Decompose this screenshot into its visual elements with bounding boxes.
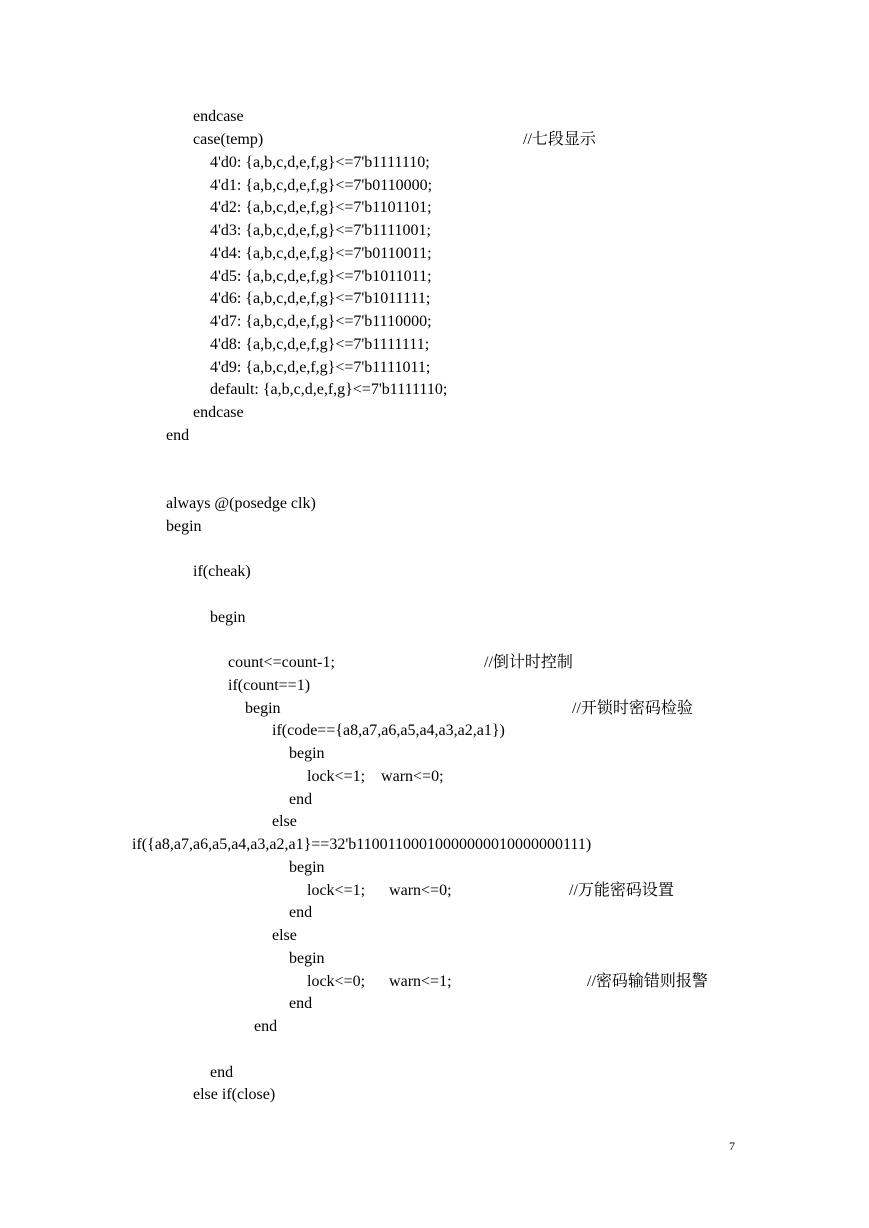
code-line: default: {a,b,c,d,e,f,g}<=7'b1111110; [210,381,448,398]
code-line: end [254,1018,278,1035]
code-line: end [289,904,313,921]
code-comment: //七段显示 [523,131,596,148]
code-line: begin [289,859,325,876]
code-line: else if(close) [193,1086,276,1103]
code-comment: //万能密码设置 [569,882,674,899]
code-line: if(code=={a8,a7,a6,a5,a4,a3,a2,a1}) [272,722,505,739]
code-line: count<=count-1; [228,654,335,671]
page-number: 7 [729,1139,735,1153]
code-line: 4'd2: {a,b,c,d,e,f,g}<=7'b1101101; [210,199,432,216]
code-line: begin [210,609,246,626]
code-line: 4'd8: {a,b,c,d,e,f,g}<=7'b1111111; [210,336,430,353]
code-line: 4'd7: {a,b,c,d,e,f,g}<=7'b1110000; [210,313,432,330]
code-line: end [289,791,313,808]
code-line: begin [166,518,202,535]
code-line: 4'd3: {a,b,c,d,e,f,g}<=7'b1111001; [210,222,431,239]
code-line: begin [245,700,281,717]
code-line: if(count==1) [228,677,311,694]
code-line: case(temp) [193,131,264,148]
code-line: else [272,927,297,944]
code-line: begin [289,745,325,762]
code-line: lock<=1; warn<=0; [307,768,444,785]
code-line: begin [289,950,325,967]
code-line: if({a8,a7,a6,a5,a4,a3,a2,a1}==32'b11001100010000000010000000111) [132,836,592,853]
code-line: end [210,1064,234,1081]
code-line: lock<=1; warn<=0; [307,882,452,899]
code-line: if(cheak) [193,563,251,580]
code-line: 4'd1: {a,b,c,d,e,f,g}<=7'b0110000; [210,177,433,194]
code-line: 4'd5: {a,b,c,d,e,f,g}<=7'b1011011; [210,268,432,285]
code-line: 4'd9: {a,b,c,d,e,f,g}<=7'b1111011; [210,359,431,376]
code-line: end [289,995,313,1012]
code-line: 4'd6: {a,b,c,d,e,f,g}<=7'b1011111; [210,290,431,307]
code-line: 4'd4: {a,b,c,d,e,f,g}<=7'b0110011; [210,245,432,262]
code-line: always @(posedge clk) [166,495,316,512]
code-line: 4'd0: {a,b,c,d,e,f,g}<=7'b1111110; [210,154,430,171]
code-line: else [272,813,297,830]
code-comment: //密码输错则报警 [587,973,708,990]
code-line: end [166,427,190,444]
code-comment: //开锁时密码检验 [572,700,693,717]
code-line: endcase [193,404,244,421]
code-line: lock<=0; warn<=1; [307,973,452,990]
code-comment: //倒计时控制 [484,654,573,671]
code-line: endcase [193,108,244,125]
